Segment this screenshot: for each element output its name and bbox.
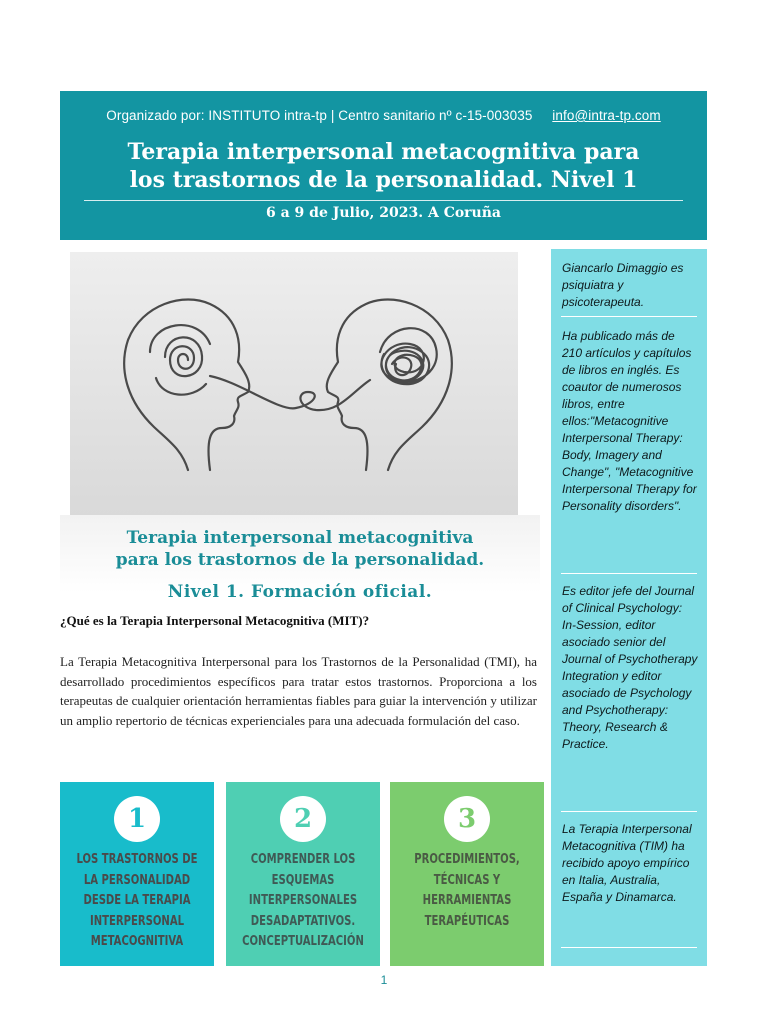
subtitle-line-1: Terapia interpersonal metacognitiva: [126, 528, 474, 548]
module-number-1: 1: [114, 796, 160, 842]
module-label-2: COMPRENDER LOS ESQUEMAS INTERPERSONALES DESADAPTATIVOS. CONCEPTUALIZACIÓN: [242, 852, 364, 949]
subtitle-line-2: para los trastornos de la personalidad.: [115, 550, 485, 570]
course-subtitle: [60, 515, 540, 613]
page-title: [60, 138, 707, 194]
module-number-3: 3: [444, 796, 490, 842]
sidebar-paragraph-bio: Giancarlo Dimaggio es psiquiatra y psicoterapeuta.: [562, 261, 684, 309]
sidebar-paragraph-editor: Es editor jefe del Journal of Clinical Psychology: In-Session, editor asociado senior del Journal of Psychotherapy Integration y editor asociado de Psychology and Psychotherapy: Theory, Research & Practice.: [562, 584, 698, 751]
sidebar-paragraph-evidence: La Terapia Interpersonal Metacognitiva (TIM) ha recibido apoyo empírico en Italia, Australia, España y Dinamarca.: [562, 822, 692, 904]
two-heads-illustration: [70, 252, 518, 516]
course-level: Nivel 1. Formación oficial.: [167, 582, 433, 602]
subtitle-heading: [60, 527, 540, 571]
page-number: 1: [380, 973, 388, 987]
module-number-2: 2: [280, 796, 326, 842]
module-card-3: [390, 782, 544, 966]
sidebar-divider: [561, 947, 697, 948]
organizer-text: Organizado por: INSTITUTO intra-tp | Centro sanitario nº c-15-003035: [106, 108, 533, 123]
header-banner: [60, 91, 707, 240]
module-card-1: [60, 782, 214, 966]
page-title-line-1: Terapia interpersonal metacognitiva para: [127, 139, 640, 165]
email-link[interactable]: info@intra-tp.com: [552, 108, 661, 123]
organizer-line: [60, 108, 707, 123]
intro-question: ¿Qué es la Terapia Interpersonal Metacognitiva (MIT)?: [60, 613, 370, 628]
heads-icon: [70, 252, 518, 516]
page-title-line-2: los trastornos de la personalidad. Nivel 1: [129, 167, 638, 193]
event-date: 6 a 9 de Julio, 2023. A Coruña: [265, 205, 501, 221]
module-label-3: PROCEDIMIENTOS, TÉCNICAS Y HERRAMIENTAS TERAPÉUTICAS: [414, 852, 520, 929]
sidebar-divider: [561, 316, 697, 317]
sidebar-divider: [561, 811, 697, 812]
author-sidebar: [551, 249, 707, 966]
header-divider: [84, 200, 683, 201]
intro-paragraph: La Terapia Metacognitiva Interpersonal para los Trastornos de la Personalidad (TMI), ha desarrollado procedimientos específicos para tratar estos trastornos. Proporciona a los terapeutas de cualquier orientación herramientas fiables para guiar la intervención y utilizar un amplio repertorio de técnicas experienciales para una adecuada formulación del caso.: [60, 654, 537, 728]
sidebar-paragraph-publications: Ha publicado más de 210 artículos y capítulos de libros en inglés. Es coautor de numerosos libros, entre ellos:"Metacognitive Interpersonal Therapy: Body, Imagery and Change", "Metacognitive Interpersonal Therapy for Personality disorders".: [562, 329, 697, 513]
module-card-2: [226, 782, 380, 966]
sidebar-divider: [561, 573, 697, 574]
module-label-1: LOS TRASTORNOS DE LA PERSONALIDAD DESDE LA TERAPIA INTERPERSONAL METACOGNITIVA: [76, 852, 198, 949]
